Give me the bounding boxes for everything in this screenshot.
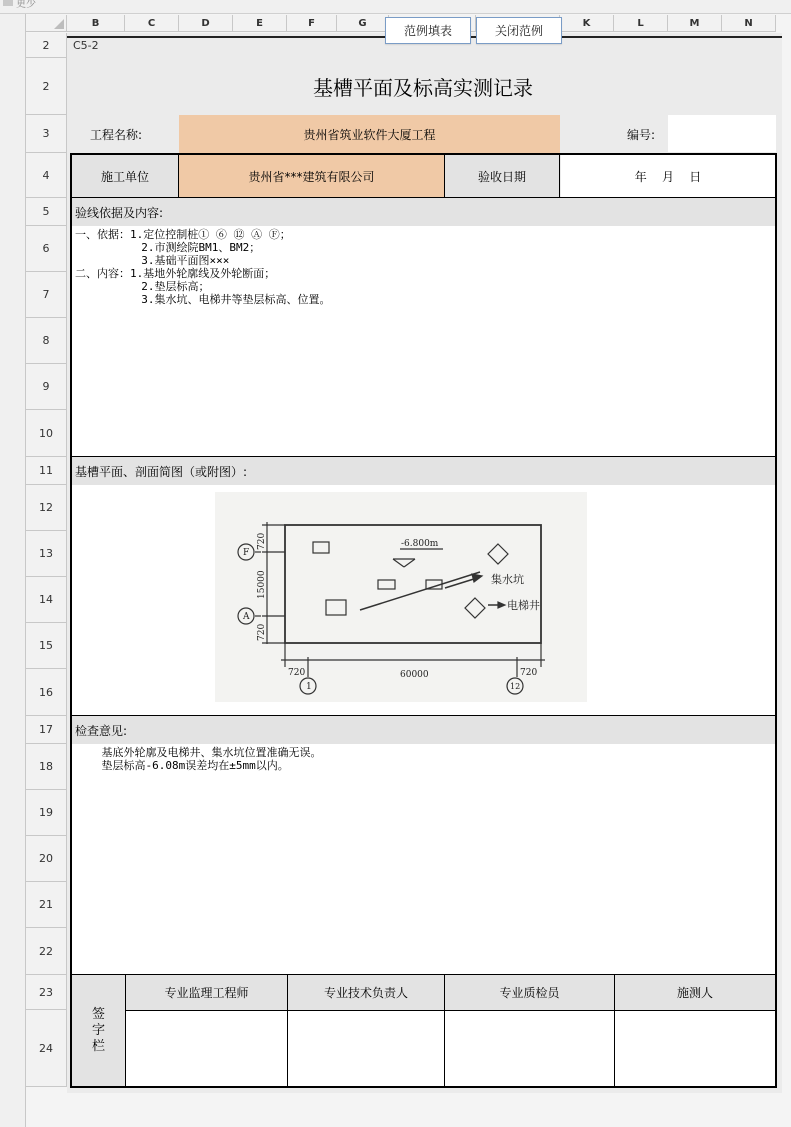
left-gutter: [0, 14, 26, 1127]
dim-720-top: 720: [257, 532, 267, 550]
row-header[interactable]: 11: [26, 457, 67, 485]
sheet-bottom: [26, 1093, 791, 1127]
sign-header-tech-lead: 专业技术负责人: [288, 975, 444, 1010]
foundation-plan-sketch: [215, 492, 587, 702]
sign-header-surveyor: 施测人: [615, 975, 775, 1010]
elevation-marker: [393, 559, 404, 567]
foundation-plan-drawing: [215, 492, 587, 702]
axis-label-A: A: [243, 612, 250, 622]
row-header[interactable]: 13: [26, 531, 67, 577]
pit-diamond: [465, 598, 485, 618]
dim-720-left: 720: [288, 668, 306, 678]
basis-text: 一、依据：1.定位控制桩① ⑥ ⑫ Ⓐ Ⓕ； 2.市测绘院BM1、BM2； 3.基础平面图××× 二、内容：1.基地外轮廓线及外轮断面； 2.垫层标高； 3.集水坑、电梯井等垫层标高、位置。: [75, 228, 331, 306]
row-header[interactable]: 9: [26, 364, 67, 410]
elevator-arrow-head: [498, 602, 505, 608]
column-header-L[interactable]: L: [614, 15, 668, 32]
sign-field-qc[interactable]: [445, 1011, 614, 1086]
row-header[interactable]: 10: [26, 410, 67, 457]
number-field[interactable]: [668, 115, 776, 152]
sump-label: 集水坑: [491, 573, 524, 586]
axis-label-12: 12: [510, 682, 521, 691]
sump-arrow-line: [360, 572, 480, 610]
column-header-C[interactable]: C: [125, 15, 179, 32]
column-header-E[interactable]: E: [233, 15, 287, 32]
dim-60000: 60000: [400, 670, 429, 680]
sign-header-supervisor: 专业监理工程师: [126, 975, 287, 1010]
sump-arrow-head: [472, 574, 482, 582]
axis-label-1: 1: [306, 682, 312, 692]
project-name-label: 工程名称:: [90, 127, 143, 142]
axis-label-F: F: [243, 548, 250, 558]
row-header[interactable]: 22: [26, 928, 67, 975]
row-header[interactable]: 21: [26, 882, 67, 928]
unit-field[interactable]: 贵州省***建筑有限公司: [179, 155, 445, 197]
inspection-label: 检查意见:: [72, 716, 775, 744]
row-header[interactable]: 24: [26, 1010, 67, 1087]
row-header[interactable]: 23: [26, 975, 67, 1010]
row-header[interactable]: 7: [26, 272, 67, 318]
project-name-field[interactable]: 贵州省筑业软件大厦工程: [179, 115, 560, 153]
sign-field-tech-lead[interactable]: [288, 1011, 444, 1086]
dim-720-right: 720: [520, 668, 538, 678]
row-header[interactable]: 4: [26, 153, 67, 198]
row-header[interactable]: 5: [26, 198, 67, 226]
app-icon: [3, 0, 13, 6]
dim-720-bottom: 720: [257, 623, 267, 641]
column-header-D[interactable]: D: [179, 15, 233, 32]
sign-field-surveyor[interactable]: [615, 1011, 775, 1086]
row-header[interactable]: 8: [26, 318, 67, 364]
column-header-G[interactable]: G: [337, 15, 389, 32]
form-title: 基槽平面及标高实测记录: [313, 76, 533, 100]
sign-header-qc: 专业质检员: [445, 975, 614, 1010]
inspection-content-area[interactable]: [72, 744, 775, 974]
row-header[interactable]: 14: [26, 577, 67, 623]
top-label: 更少: [16, 0, 36, 10]
basis-label: 验线依据及内容:: [72, 198, 775, 226]
row-header[interactable]: 6: [26, 226, 67, 272]
dim-15000: 15000: [257, 570, 267, 599]
column-header-N[interactable]: N: [722, 15, 776, 32]
row-header[interactable]: 19: [26, 790, 67, 836]
number-label: 编号:: [627, 127, 656, 142]
acceptance-date-field[interactable]: 年 月 日: [561, 155, 775, 197]
row-header[interactable]: 18: [26, 744, 67, 790]
basis-content-area[interactable]: [72, 226, 775, 456]
column-header-M[interactable]: M: [668, 15, 722, 32]
row-header[interactable]: 15: [26, 623, 67, 669]
sign-field-supervisor[interactable]: [126, 1011, 287, 1086]
column-header-F[interactable]: F: [287, 15, 337, 32]
top-strip: [0, 0, 791, 14]
pit-small-rect: [313, 542, 329, 553]
elevation-marker: [404, 559, 415, 567]
form-code: C5-2: [73, 39, 99, 52]
row-header[interactable]: 3: [26, 115, 67, 153]
inspection-text: 基底外轮廓及电梯井、集水坑位置准确无误。 垫层标高-6.08m误差均在±5mm以内。: [101, 746, 322, 772]
acceptance-date-label: 验收日期: [445, 155, 560, 197]
close-example-button[interactable]: 关闭范例: [476, 17, 562, 44]
row-header[interactable]: 17: [26, 716, 67, 744]
column-header-B[interactable]: B: [67, 15, 125, 32]
pit-diamond: [488, 544, 508, 564]
column-header-K[interactable]: K: [560, 15, 614, 32]
row-header[interactable]: 2: [26, 33, 67, 58]
sketch-label: 基槽平面、剖面简图（或附图）:: [72, 457, 775, 485]
sump-arrow-line: [445, 578, 477, 588]
row-header[interactable]: 16: [26, 669, 67, 716]
row-header[interactable]: 2: [26, 58, 67, 115]
fill-example-button[interactable]: 范例填表: [385, 17, 471, 44]
row-header[interactable]: 20: [26, 836, 67, 882]
sign-label: 签 字 栏: [72, 975, 125, 1086]
row-header[interactable]: 12: [26, 485, 67, 531]
unit-label: 施工单位: [72, 155, 179, 197]
pit-small-rect: [378, 580, 395, 589]
pit-small-rect: [326, 600, 346, 615]
elevator-label: 电梯井: [507, 599, 540, 612]
select-all-corner[interactable]: [26, 15, 67, 32]
elevation-text: -6.800m: [401, 539, 439, 549]
